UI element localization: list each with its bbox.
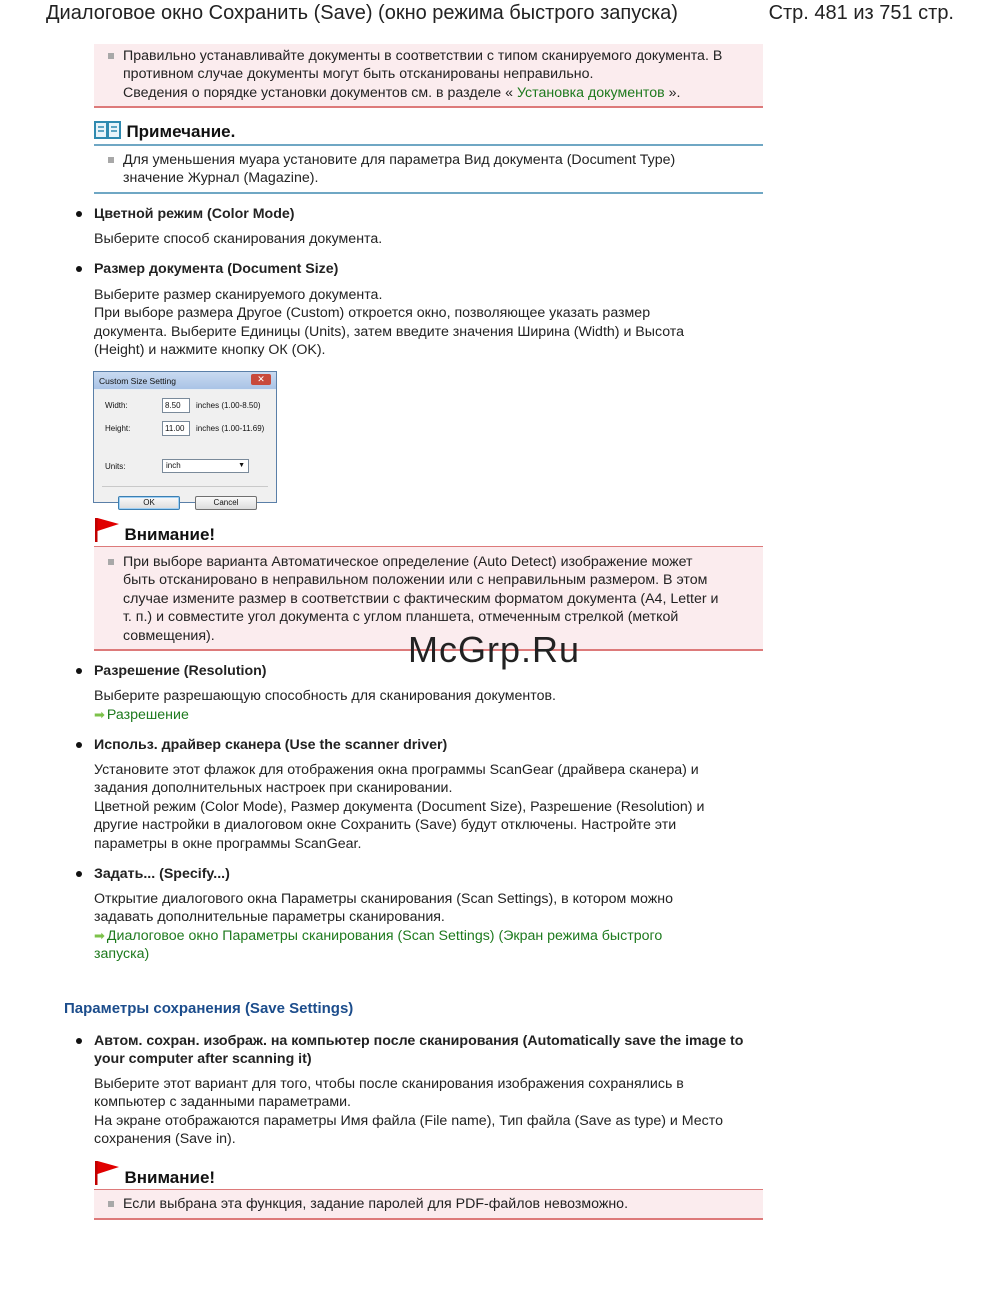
caution-flag-icon <box>94 518 120 542</box>
specify-heading: Задать... (Specify...) <box>94 866 230 882</box>
caution-heading-pdf <box>94 1161 215 1188</box>
caution-flag-icon <box>94 1161 120 1185</box>
bullet-icon <box>76 742 82 748</box>
watermark-text: McGrp.Ru <box>408 629 581 670</box>
caution-box-pdf <box>94 1189 763 1220</box>
resolution-heading: Разрешение (Resolution) <box>94 663 267 679</box>
document-size-heading: Размер документа (Document Size) <box>94 261 339 277</box>
dialog-divider <box>102 486 268 487</box>
height-label: Height: <box>105 424 131 433</box>
bullet-icon <box>76 211 82 217</box>
cancel-button[interactable]: Cancel <box>195 496 257 510</box>
caution-item: Если выбрана эта функция, задание паролей для PDF-файлов невозможно. <box>94 1195 763 1213</box>
caution-box-document-placement <box>94 44 763 108</box>
caution-title: Внимание! <box>124 525 216 544</box>
auto-save-heading: Автом. сохран. изображ. на компьютер после сканирования (Automatically save the image to your computer after scanning it) <box>94 1033 744 1068</box>
specify-text: Открытие диалогового окна Параметры сканирования (Scan Settings), в котором можно задавать дополнительные параметры сканирования. ➡ Диалоговое окно Параметры сканирования (Scan Settings) (Экран режима быстрого запуска) <box>94 890 673 964</box>
note-book-icon <box>94 120 122 140</box>
page-counter: Стр. 481 из 751 стр. <box>768 2 954 24</box>
resolution-text: Выберите разрешающую способность для сканирования документов. <box>94 688 556 704</box>
dialog-body <box>94 390 276 507</box>
note-title: Примечание. <box>126 122 236 141</box>
height-input[interactable]: 11.00 <box>162 421 190 436</box>
scanner-driver-text: Установите этот флажок для отображения окна программы ScanGear (драйвера сканера) и задания дополнительных настроек при сканировании. Цветной режим (Color Mode), Размер документа (Document Size), Разрешение (Resolution) и другие настройки в диалоговом окне Сохранить (Save) будут отключены. Настройте эти параметры в окне программы ScanGear. <box>94 762 705 852</box>
width-input[interactable]: 8.50 <box>162 398 190 413</box>
width-label: Width: <box>105 401 128 410</box>
resolution-link-row <box>94 706 189 724</box>
page-header-title: Диалоговое окно Сохранить (Save) (окно режима быстрого запуска) <box>46 2 678 24</box>
link-scan-settings-cont[interactable]: запуска) <box>94 946 150 963</box>
units-label: Units: <box>105 462 126 471</box>
dialog-titlebar <box>94 372 276 389</box>
caution-item: Правильно устанавливайте документы в соответствии с типом сканируемого документа. В противном случае документы могут быть отсканированы неправильно. Сведения о порядке установки документов см. в разделе « Установка документов ». <box>94 47 763 102</box>
color-mode-text: Выберите способ сканирования документа. <box>94 231 383 247</box>
close-icon[interactable]: ✕ <box>251 374 271 385</box>
units-select[interactable]: inch ▼ <box>162 459 249 473</box>
link-scan-settings[interactable]: ➡ Диалоговое окно Параметры сканирования (Scan Settings) (Экран режима быстрого <box>94 928 662 944</box>
ok-button[interactable]: OK <box>118 496 180 510</box>
note-box <box>94 144 763 194</box>
scanner-driver-heading: Использ. драйвер сканера (Use the scanner driver) <box>94 737 448 753</box>
bullet-icon <box>76 266 82 272</box>
bullet-icon <box>76 871 82 877</box>
document-size-text: Выберите размер сканируемого документа. При выборе размера Другое (Custom) откроется окно, позволяющее указать размер документа. Выберите Единицы (Units), затем введите значения Ширина (Width) и Высота (Height) и нажмите кнопку ОК (OK). <box>94 287 685 359</box>
link-document-placement[interactable]: Установка документов <box>516 84 665 101</box>
section-title-save-settings: Параметры сохранения (Save Settings) <box>64 1000 354 1017</box>
link-resolution[interactable]: ➡ Разрешение <box>94 707 189 723</box>
auto-save-text: Выберите этот вариант для того, чтобы после сканирования изображения сохранялись в компьютер с заданными параметрами. На экране отображаются параметры Имя файла (File name), Тип файла (Save as type) и Место сохранения (Save in). <box>94 1076 723 1148</box>
note-item: Для уменьшения муара установите для параметра Вид документа (Document Type) значение Журнал (Magazine). <box>94 151 763 188</box>
color-mode-heading: Цветной режим (Color Mode) <box>94 206 295 222</box>
dialog-title: Custom Size Setting <box>99 376 177 386</box>
caution-item: При выборе варианта Автоматическое определение (Auto Detect) изображение может быть отсканировано в неправильном положении или с неправильным размером. В этом случае измените размер в соответствии с фактическим форматом документа (A4, Letter и т. п.) и совместите угол документа с углом планшета, отмеченным стрелкой (меткой совмещения). <box>94 553 763 645</box>
bullet-icon <box>76 1038 82 1044</box>
note-heading <box>94 120 235 142</box>
width-hint: inches (1.00-8.50) <box>196 401 261 410</box>
custom-size-dialog <box>93 371 277 507</box>
bullet-icon <box>76 668 82 674</box>
chevron-down-icon: ▼ <box>238 462 245 469</box>
caution-title: Внимание! <box>124 1168 216 1187</box>
caution-heading-auto-detect <box>94 518 215 545</box>
height-hint: inches (1.00-11.69) <box>196 424 265 433</box>
